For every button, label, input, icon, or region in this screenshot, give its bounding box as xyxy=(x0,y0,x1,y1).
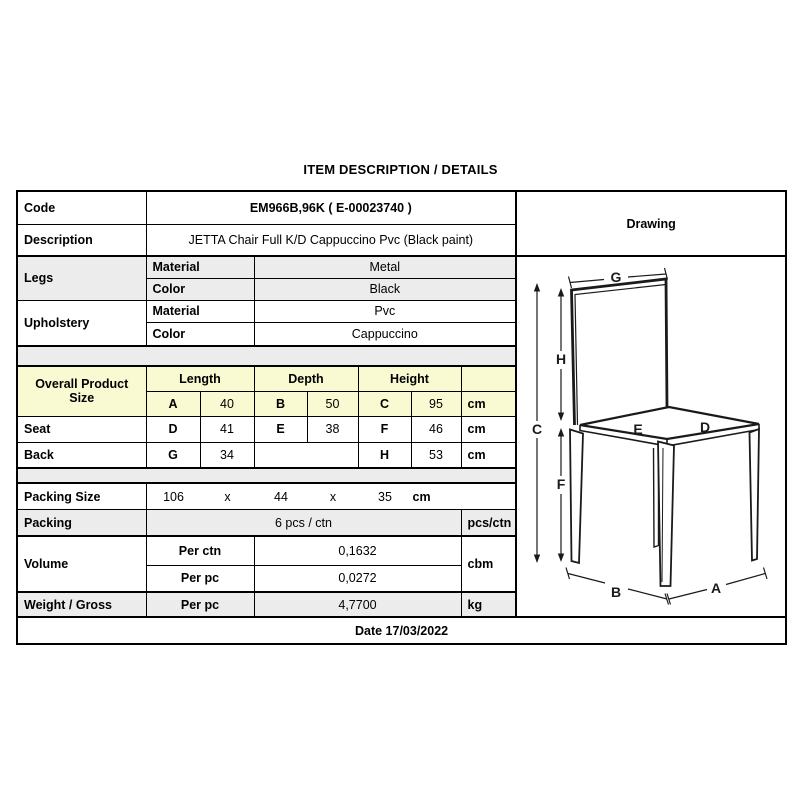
drawing-cell xyxy=(516,256,786,617)
dim-label-f: F xyxy=(556,476,566,492)
chair-right-leg xyxy=(750,429,760,561)
size-label: Overall Product Size xyxy=(17,366,146,417)
overall-height-key: C xyxy=(358,391,411,416)
legs-label: Legs xyxy=(17,256,146,300)
volume-unit: cbm xyxy=(461,536,516,592)
back-depth-empty xyxy=(254,442,358,468)
chair-backrest xyxy=(572,279,668,425)
size-unit-header-empty xyxy=(461,366,516,392)
legs-color-label: Color xyxy=(146,278,254,300)
overall-depth-value: 50 xyxy=(307,391,358,416)
dim-label-b: B xyxy=(611,584,622,600)
back-height-key: H xyxy=(358,442,411,468)
packing-value: 6 pcs / ctn xyxy=(146,509,461,536)
back-height-value: 53 xyxy=(411,442,461,468)
legs-material-label: Material xyxy=(146,256,254,278)
dim-label-c: C xyxy=(532,421,543,437)
seat-length-key: D xyxy=(146,416,200,442)
weight-per-pc-label: Per pc xyxy=(146,592,254,617)
seat-label: Seat xyxy=(17,416,146,442)
volume-label: Volume xyxy=(17,536,146,592)
spacer-row xyxy=(17,468,516,483)
page-title: ITEM DESCRIPTION / DETAILS xyxy=(303,162,498,177)
size-length-header: Length xyxy=(146,366,254,392)
chair-front-leg xyxy=(658,442,674,587)
dim-label-g: G xyxy=(610,269,622,285)
seat-depth-key: E xyxy=(254,416,307,442)
upholstery-material-label: Material xyxy=(146,300,254,323)
code-label: Code xyxy=(17,191,146,224)
overall-length-key: A xyxy=(146,391,200,416)
weight-unit: kg xyxy=(461,592,516,617)
packing-size-unit: cm xyxy=(412,489,431,504)
packing-size-v3: 35 xyxy=(378,489,392,504)
back-length-value: 34 xyxy=(200,442,254,468)
seat-height-value: 46 xyxy=(411,416,461,442)
dim-label-e: E xyxy=(633,421,643,437)
drawing-header: Drawing xyxy=(516,191,786,256)
overall-unit: cm xyxy=(461,391,516,416)
dim-label-a: A xyxy=(711,580,722,596)
seat-height-key: F xyxy=(358,416,411,442)
volume-per-ctn-label: Per ctn xyxy=(146,536,254,565)
packing-size-label: Packing Size xyxy=(17,483,146,509)
legs-color-value: Black xyxy=(254,278,516,300)
date-row: Date 17/03/2022 xyxy=(17,617,786,644)
upholstery-color-value: Cappuccino xyxy=(254,323,516,346)
description-label: Description xyxy=(17,224,146,256)
back-unit: cm xyxy=(461,442,516,468)
packing-label: Packing xyxy=(17,509,146,536)
upholstery-color-label: Color xyxy=(146,323,254,346)
chair-left-leg xyxy=(570,430,583,564)
chair-drawing xyxy=(517,257,786,616)
legs-material-value: Metal xyxy=(254,256,516,278)
volume-per-pc-label: Per pc xyxy=(146,565,254,592)
dim-label-d: D xyxy=(700,419,711,435)
dim-label-h: H xyxy=(556,351,567,367)
spacer-row xyxy=(17,346,516,366)
overall-height-value: 95 xyxy=(411,391,461,416)
back-length-key: G xyxy=(146,442,200,468)
code-value: EM966B,96K ( E-00023740 ) xyxy=(146,191,516,224)
weight-label: Weight / Gross xyxy=(17,592,146,617)
packing-size-sep1: x xyxy=(224,489,231,504)
back-label: Back xyxy=(17,442,146,468)
packing-unit: pcs/ctn xyxy=(461,509,516,536)
packing-size-values xyxy=(146,483,516,509)
size-depth-header: Depth xyxy=(254,366,358,392)
packing-size-sep2: x xyxy=(329,489,337,504)
seat-unit: cm xyxy=(461,416,516,442)
packing-size-v1: 106 xyxy=(163,489,184,504)
weight-value: 4,7700 xyxy=(254,592,461,617)
seat-length-value: 41 xyxy=(200,416,254,442)
seat-depth-value: 38 xyxy=(307,416,358,442)
size-height-header: Height xyxy=(358,366,461,392)
packing-size-v2: 44 xyxy=(274,489,288,504)
upholstery-material-value: Pvc xyxy=(254,300,516,323)
volume-per-pc-value: 0,0272 xyxy=(254,565,461,592)
overall-length-value: 40 xyxy=(200,391,254,416)
description-value: JETTA Chair Full K/D Cappuccino Pvc (Black paint) xyxy=(146,224,516,256)
upholstery-label: Upholstery xyxy=(17,300,146,346)
volume-per-ctn-value: 0,1632 xyxy=(254,536,461,565)
overall-depth-key: B xyxy=(254,391,307,416)
spec-table xyxy=(16,190,787,645)
